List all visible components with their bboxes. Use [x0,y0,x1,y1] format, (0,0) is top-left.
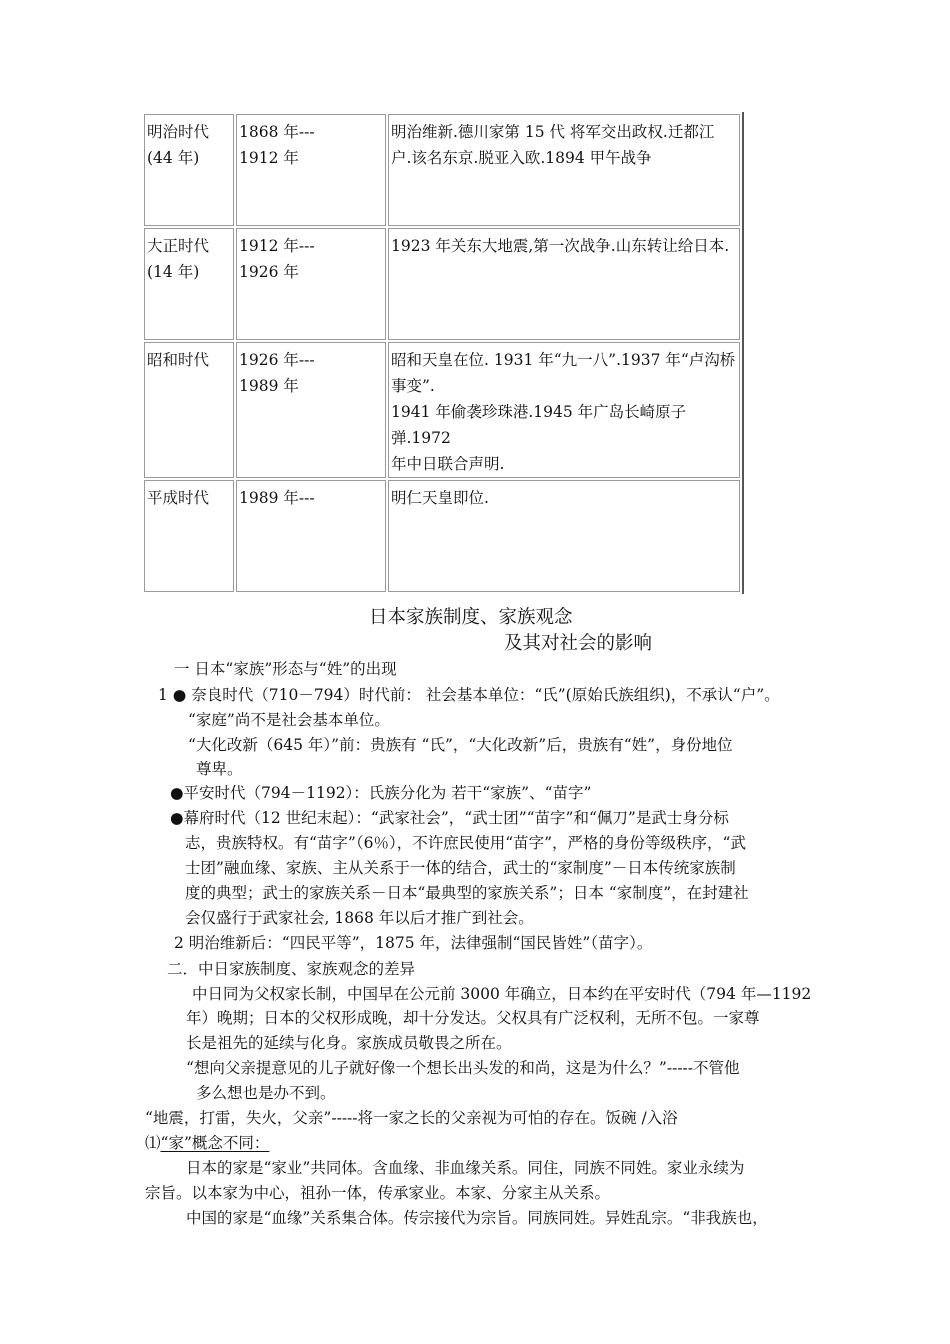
era-events-cell-line: 明治维新.德川家第 15 代 将军交出政权.迁都江 [391,123,715,141]
era-table [142,112,744,594]
era-years-cell [236,114,386,226]
era-events-cell [388,114,740,226]
era-row [144,480,740,592]
article-line: ●平安时代（794－1192）：氏族分化为 若干“家族”、“苗字” [170,784,592,802]
era-events-cell-line: 户.该名东京.脱亚入欧.1894 甲午战争 [391,149,652,167]
era-years-cell [236,480,386,592]
subheading-text: “家”概念不同： [160,1134,270,1152]
era-row [144,114,740,226]
era-years-cell-line: 1912 年--- [239,237,315,255]
era-years-cell-line: 1868 年--- [239,123,315,141]
era-years-cell-line: 1926 年--- [239,351,315,369]
article-line: 二．中日家族制度、家族观念的差异 [167,960,416,978]
era-years-cell-line: 1912 年 [239,149,299,167]
article-line: “大化改新（645 年）”前：贵族有 “氏”，“大化改新”后，贵族有“姓”，身份地位 [188,736,733,754]
era-name-cell [144,342,234,478]
era-events-cell-line: 事变”. [391,377,435,395]
era-years-cell [236,228,386,340]
era-events-cell-line: 昭和天皇在位. 1931 年“九一八”.1937 年“卢沟桥 [391,351,736,369]
era-name-cell [144,480,234,592]
article-line: “地震，打雷，失火，父亲”-----将一家之长的父亲视为可怕的存在。饭碗 /入浴 [145,1109,678,1127]
article-subtitle: 及其对社会的影响 [504,633,653,654]
article-line: “家庭”尚不是社会基本单位。 [188,711,390,729]
article-line: 年）晚期；日本的父权形成晚，却十分发达。父权具有广泛权利，无所不包。一家尊 [186,1009,760,1027]
era-events-cell-line: 1923 年关东大地震,第一次战争.山东转让给日本. [391,237,730,255]
article-line: 志，贵族特权。有“苗字”（6％），不许庶民使用“苗字”，严格的身份等级秩序，“武 [185,834,746,852]
era-years-cell-line: 1926 年 [239,263,299,281]
era-row [144,342,740,478]
era-name-cell [144,228,234,340]
era-name-cell [144,114,234,226]
era-years-cell [236,342,386,478]
era-events-cell-line: 年中日联合声明. [391,455,505,473]
article-line: ●幕府时代（12 世纪末起）：“武家社会”，“武士团”“苗字”和“佩刀”是武士身分标 [170,809,729,827]
article-line: 宗旨。以本家为中心，祖孙一体，传承家业。本家、分家主从关系。 [145,1184,611,1202]
article-line: 多么想也是办不到。 [196,1084,336,1102]
era-events-cell [388,228,740,340]
article-line: 日本的家是“家业”共同体。含血缘、非血缘关系。同住，同族不同姓。家业永续为 [186,1159,745,1177]
era-name-cell-line: 昭和时代 [147,351,210,369]
subheading-concept [145,1131,269,1155]
era-row [144,228,740,340]
article-line: 1 ● 奈良时代（710－794）时代前： 社会基本单位：“氏”(原始氏族组织)，不承认“户”。 [158,686,780,704]
era-years-cell-line: 1989 年 [239,377,299,395]
era-name-cell-line: 平成时代 [147,489,210,507]
era-events-cell-line: 明仁天皇即位. [391,489,489,507]
era-events-cell [388,480,740,592]
era-name-cell-line: 大正时代 [147,237,210,255]
article-line: 2 明治维新后：“四民平等”，1875 年，法律强制“国民皆姓”（苗字）。 [174,934,653,952]
article-line: 士团”融血缘、家族、主从关系于一体的结合，武士的“家制度”－日本传统家族制 [185,859,736,877]
era-events-cell-line: 1941 年偷袭珍珠港.1945 年广岛长崎原子弹.1972 [391,403,687,447]
era-table-body [144,114,740,592]
article-line: 度的典型；武士的家族关系－日本“最典型的家族关系”；日本 “家制度”，在封建社 [185,884,749,902]
era-events-cell [388,342,740,478]
article-line: 一 日本“家族”形态与“姓”的出现 [174,660,397,678]
article-title: 日本家族制度、家族观念 [369,607,573,628]
subheading-number: ⑴ [145,1134,161,1152]
era-name-cell-line: (44 年) [147,149,200,167]
era-name-cell-line: 明治时代 [147,123,210,141]
article-line: 中国的家是“血缘”关系集合体。传宗接代为宗旨。同族同姓。异姓乱宗。“非我族也， [186,1209,768,1227]
era-years-cell-line: 1989 年--- [239,489,315,507]
era-name-cell-line: (14 年) [147,263,200,281]
article-line: 会仅盛行于武家社会, 1868 年以后才推广到社会。 [185,909,534,927]
article-line: “想向父亲提意见的儿子就好像一个想长出头发的和尚，这是为什么？”-----不管他 [186,1059,740,1077]
article-line: 中日同为父权家长制，中国早在公元前 3000 年确立，日本约在平安时代（794 年—1192 [192,985,812,1003]
article-line: 尊卑。 [196,760,243,778]
article-line: 长是祖先的延续与化身。家族成员敬畏之所在。 [186,1034,512,1052]
